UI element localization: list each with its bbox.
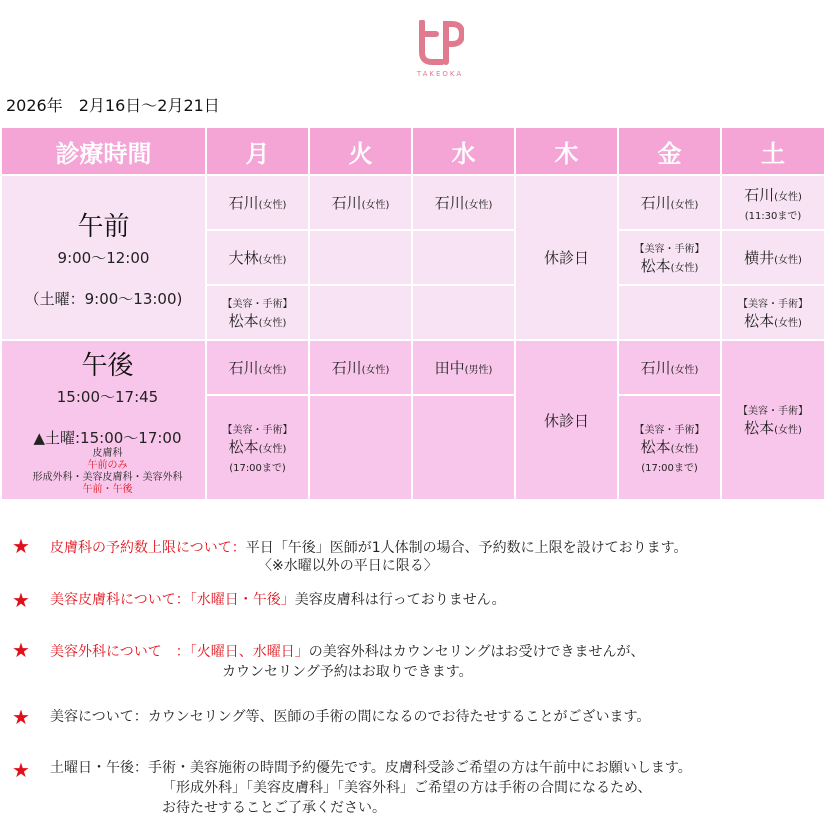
am-period-cell bbox=[1, 175, 206, 340]
schedule-table bbox=[0, 126, 824, 501]
header-row bbox=[1, 127, 824, 175]
am-wed-slot-1: 石川(女性) bbox=[412, 175, 515, 230]
header-day-mon: 月 bbox=[206, 127, 309, 175]
am-tue-slot-2 bbox=[309, 230, 412, 285]
star-icon: ★ bbox=[12, 638, 30, 662]
header-period: 診療時間 bbox=[1, 127, 206, 175]
am-title: 午前 bbox=[77, 212, 130, 242]
am-wed-slot-2 bbox=[412, 230, 515, 285]
header-day-thu: 木 bbox=[515, 127, 618, 175]
am-mon-slot-3: 【美容・手術】 松本(女性) bbox=[206, 285, 309, 340]
header-day-fri: 金 bbox=[618, 127, 721, 175]
notice-5-line3: お待たせすることご了承ください。 bbox=[162, 800, 386, 816]
pm-fri-slot-1: 石川(女性) bbox=[618, 340, 721, 395]
logo-mark-icon bbox=[416, 20, 464, 66]
star-icon: ★ bbox=[12, 588, 30, 612]
header-day-tue: 火 bbox=[309, 127, 412, 175]
pm-wed-slot-1: 田中(男性) bbox=[412, 340, 515, 395]
am-mon-slot-1: 石川(女性) bbox=[206, 175, 309, 230]
notice-5-line2: 「形成外科」「美容皮膚科」「美容外科」ご希望の方は手術の合間になるため、 bbox=[162, 780, 652, 796]
notice-1-head: 皮膚科の予約数上限について： bbox=[50, 540, 246, 556]
pm-thu-closed: 休診日 bbox=[515, 340, 618, 500]
am-wed-slot-3 bbox=[412, 285, 515, 340]
notice-2-body: 美容皮膚科は行っておりません。 bbox=[294, 592, 506, 608]
pm-sat-slot: 【美容・手術】 松本(女性) bbox=[721, 340, 824, 500]
pm-tue-slot-1: 石川(女性) bbox=[309, 340, 412, 395]
am-fri-slot-2: 【美容・手術】 松本(女性) bbox=[618, 230, 721, 285]
notice-2-head: 美容皮膚科について：「水曜日・午後」 bbox=[50, 592, 295, 608]
pm-legend-3: 形成外科・美容皮膚科・美容外科 bbox=[32, 471, 183, 483]
header-day-wed: 水 bbox=[412, 127, 515, 175]
am-tue-slot-1: 石川(女性) bbox=[309, 175, 412, 230]
notice-3-line2: カウンセリング予約はお取りできます。 bbox=[222, 664, 473, 680]
star-icon: ★ bbox=[12, 758, 30, 782]
pm-fri-slot-2: 【美容・手術】 松本(女性) (17:00まで) bbox=[618, 395, 721, 500]
am-sat-slot-1: 石川(女性) (11:30まで) bbox=[721, 175, 824, 230]
pm-mon-slot-1: 石川(女性) bbox=[206, 340, 309, 395]
am-saturday-time: （土曜：9:00～13:00) bbox=[24, 290, 183, 308]
clinic-logo bbox=[408, 20, 472, 92]
pm-period-cell bbox=[1, 340, 206, 500]
notice-3-body: の美容外科はカウンセリングはお受けできませんが、 bbox=[308, 644, 645, 660]
notice-5-body: 土曜日・午後：手術・美容施術の時間予約優先です。皮膚科受診ご希望の方は午前中にお願いします。 bbox=[50, 760, 692, 776]
am-sat-slot-2: 横井(女性) bbox=[721, 230, 824, 285]
pm-title: 午後 bbox=[81, 350, 134, 381]
star-icon: ★ bbox=[12, 534, 30, 558]
am-sat-slot-3: 【美容・手術】 松本(女性) bbox=[721, 285, 824, 340]
pm-legend-1: 皮膚科 bbox=[92, 447, 123, 459]
notice-1-body: 平日「午後」医師が1人体制の場合、予約数に上限を設けております。 bbox=[245, 540, 688, 556]
logo-text: TAKEOKA bbox=[416, 70, 464, 78]
am-sat-note: (11:30まで) bbox=[744, 210, 802, 222]
pm-saturday-time: ▲土曜:15:00～17:00 bbox=[33, 428, 182, 447]
pm-legend-4: 午前・午後 bbox=[82, 483, 133, 495]
pm-time: 15:00～17:45 bbox=[56, 387, 159, 406]
notice-1-line2: 〈※水曜以外の平日に限る〉 bbox=[258, 558, 438, 574]
pm-legend-2: 午前のみ bbox=[87, 459, 128, 471]
notice-3-head: 美容外科について ：「火曜日、水曜日」 bbox=[50, 644, 309, 660]
am-fri-slot-1: 石川(女性) bbox=[618, 175, 721, 230]
pm-tue-slot-2 bbox=[309, 395, 412, 500]
am-time: 9:00～12:00 bbox=[57, 249, 150, 267]
header-day-sat: 土 bbox=[721, 127, 824, 175]
star-icon: ★ bbox=[12, 705, 30, 729]
pm-mon-slot-2: 【美容・手術】 松本(女性) (17:00まで) bbox=[206, 395, 309, 500]
am-mon-slot-2: 大林(女性) bbox=[206, 230, 309, 285]
am-thu-closed: 休診日 bbox=[515, 175, 618, 340]
notice-4-body: 美容について：カウンセリング等、医師の手術の間になるのでお待たせすることがございます。 bbox=[50, 709, 651, 725]
am-tue-slot-3 bbox=[309, 285, 412, 340]
pm-wed-slot-2 bbox=[412, 395, 515, 500]
am-fri-slot-3 bbox=[618, 285, 721, 340]
date-range: 2026年 2月16日～2月21日 bbox=[6, 96, 220, 115]
